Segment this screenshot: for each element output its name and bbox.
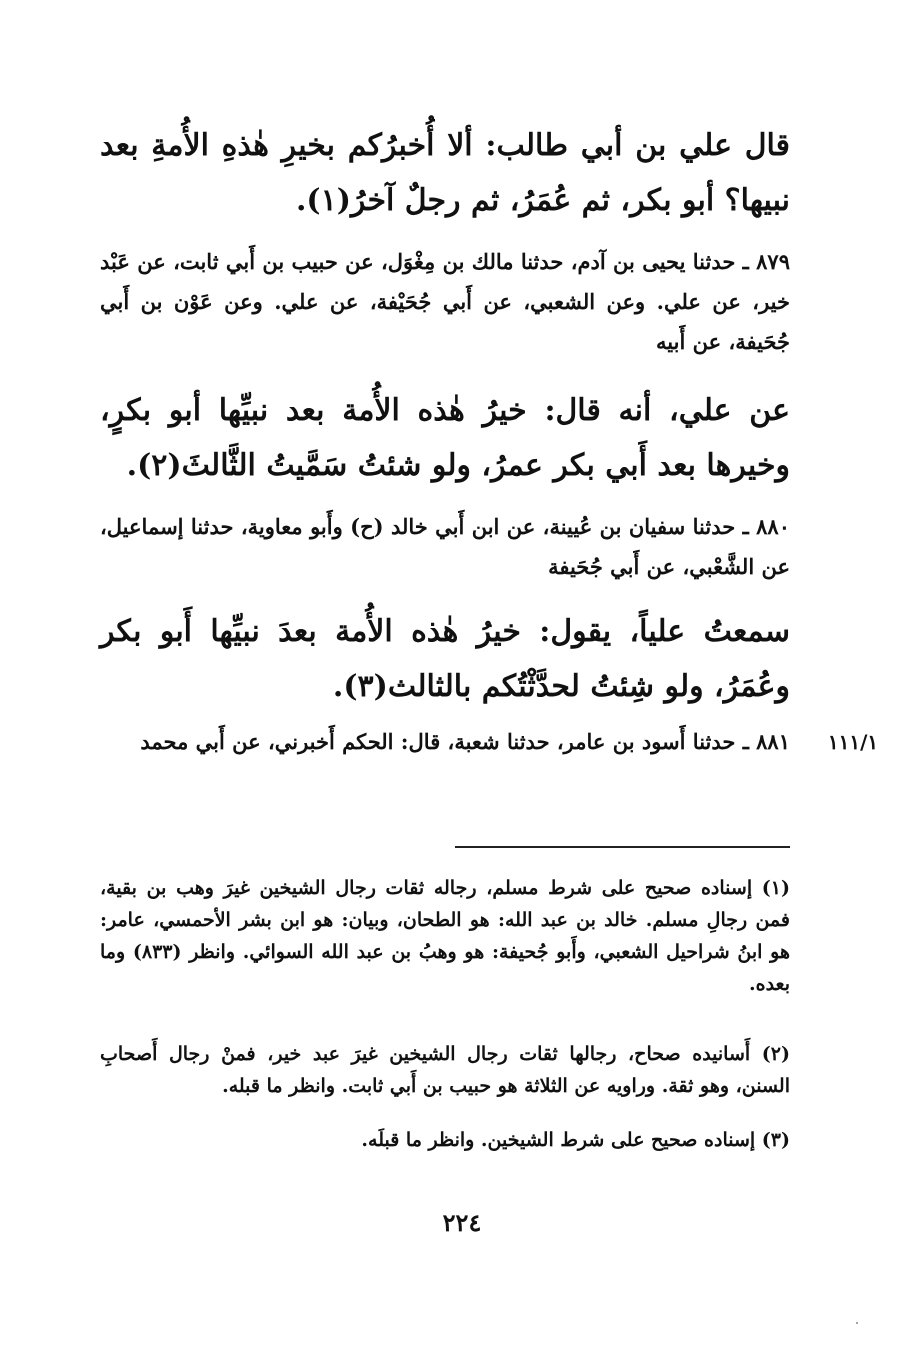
- margin-reference: ١١١/١: [827, 730, 879, 754]
- isnad-881: ٨٨١ ـ حدثنا أَسود بن عامر، حدثنا شعبة، قال: الحكم أَخبرني، عن أَبي محمد: [140, 729, 790, 754]
- hadith-text-1: قال علي بن أبي طالب: ألا أُخبرُكم بخيرِ هٰذهِ الأُمةِ بعد نبيها؟ أبو بكر، ثم عُمَرُ، ثم رجلٌ آخرُ(١).: [100, 128, 790, 218]
- page-number: ٢٢٤: [442, 1208, 482, 1237]
- isnad-880: ٨٨٠ ـ حدثنا سفيان بن عُيينة، عن ابن أَبي خالد (ح) وأَبو معاوية، حدثنا إسماعيل، عن الشَّعْبي، عن أَبي جُحَيفة: [100, 514, 790, 579]
- footnote-1: (١) إسناده صحيح على شرط مسلم، رجاله ثقات رجال الشيخين غيرَ وهب بن بقية، فمن رجالِ مسلم. خالد بن عبد الله: هو الطحان، وبيان: هو ابن بشر الأحمسي، عامر: هو ابنُ شراحيل الشعبي، وأَبو جُحيفة: هو وهبُ بن عبد الله السوائي. وانظر (٨٣٣) وما بعده.: [100, 877, 790, 995]
- hadith-text-3: سمعتُ علياً، يقول: خيرُ هٰذه الأُمة بعدَ نبيِّها أَبو بكر وعُمَرُ، ولو شِئتُ لحدَّثْتُكم بالثالث(٣).: [100, 614, 790, 704]
- scan-speck: [856, 1322, 858, 1324]
- footnote-2: (٢) أَسانيده صحاح، رجالها ثقات رجال الشيخين غيرَ عبد خير، فمنْ رجال أَصحابِ السنن، وهو ثقة. وراويه عن الثلاثة هو حبيب بن أَبي ثابت. وانظر ما قبله.: [100, 1043, 790, 1097]
- footnote-separator: [455, 846, 790, 848]
- footnote-3: (٣) إسناده صحيح على شرط الشيخين. وانظر ما قبلَه.: [361, 1129, 790, 1151]
- hadith-text-2: عن علي، أنه قال: خيرُ هٰذه الأُمة بعد نبيِّها أبو بكرٍ، وخيرها بعد أَبي بكر عمرُ، ولو شئتُ سَمَّيتُ الثَّالثَ(٢).: [100, 393, 790, 483]
- isnad-879: ٨٧٩ ـ حدثنا يحيى بن آدم، حدثنا مالك بن مِغْوَل، عن حبيب بن أَبي ثابت، عن عَبْد خير، عن علي. وعن الشعبي، عن أَبي جُحَيْفة، عن علي. وعن عَوْن بن أَبي جُحَيفة، عن أَبيه: [100, 249, 790, 354]
